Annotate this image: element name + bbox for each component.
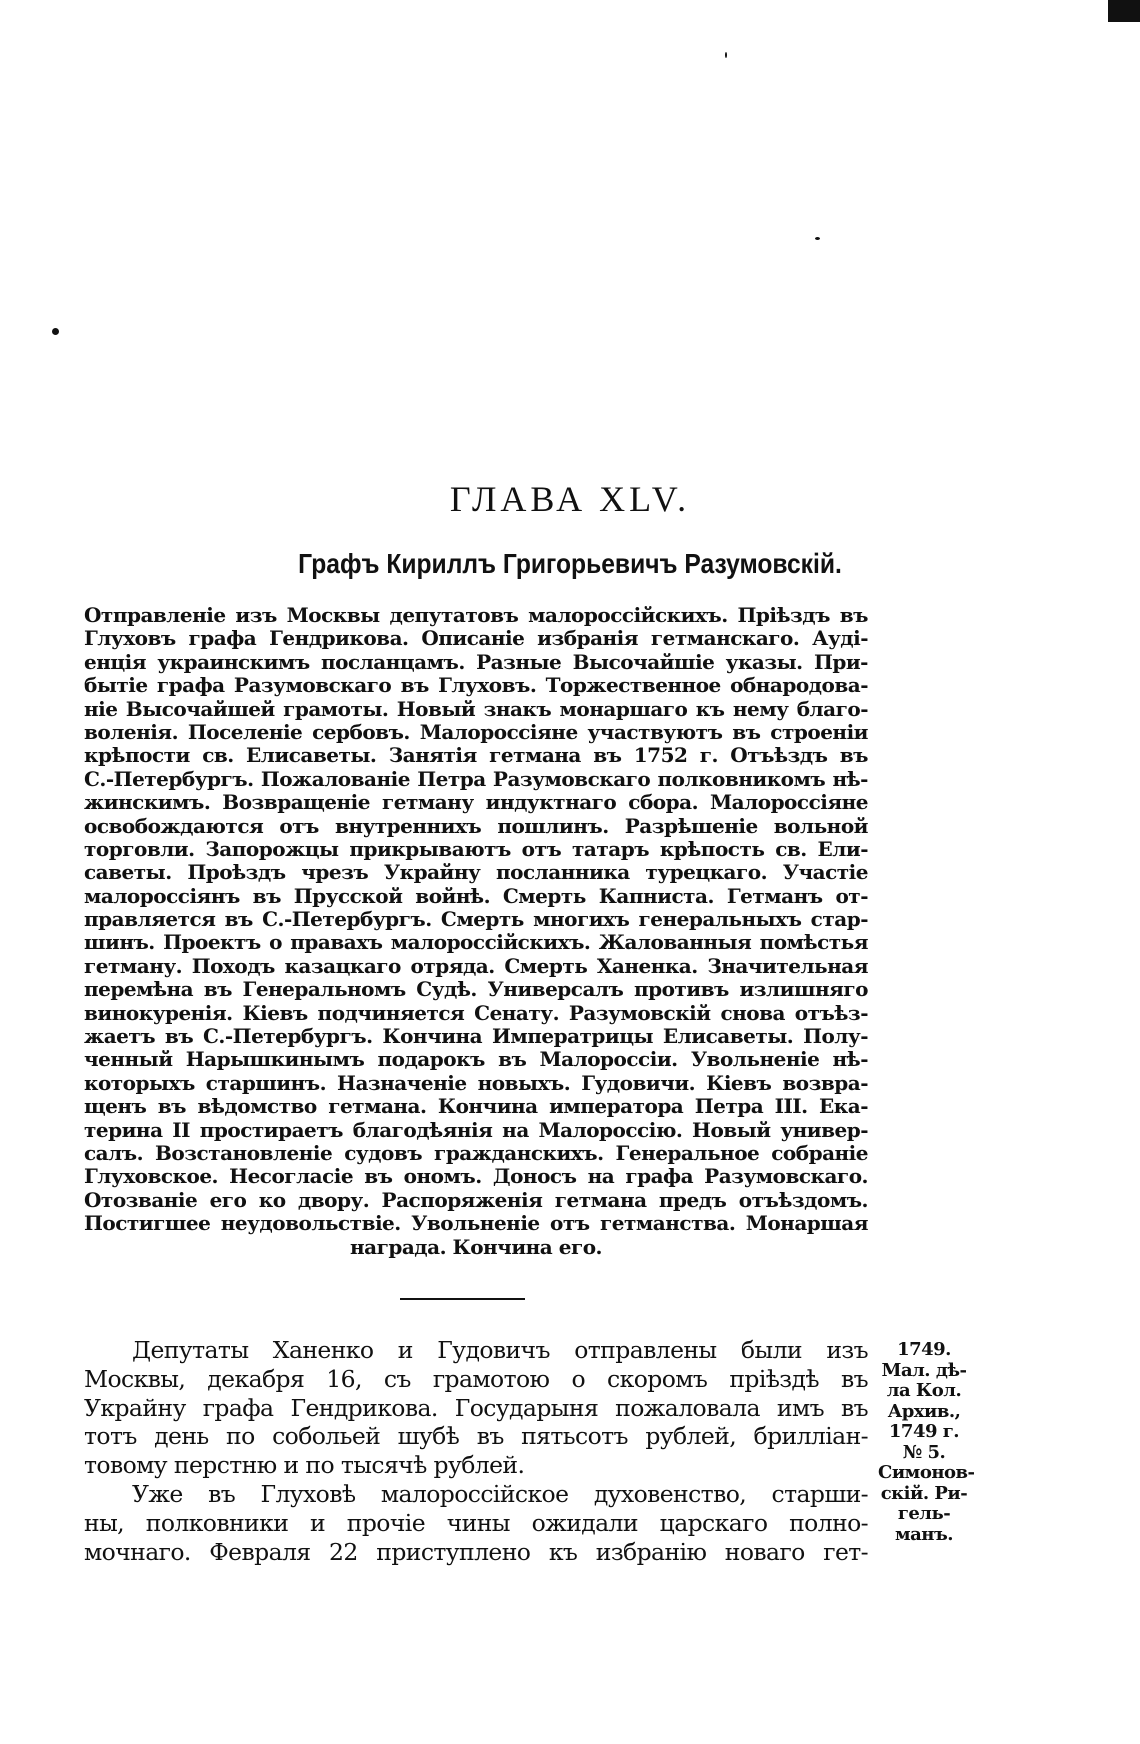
chapter-title: Графъ Кириллъ Григорьевичъ Разумовскій. bbox=[298, 548, 842, 579]
scan-speck bbox=[52, 328, 59, 335]
body-line: Уже въ Глуховѣ малороссійское духовенство, старши- bbox=[132, 1479, 868, 1508]
margin-note-line: скій. Ри- bbox=[880, 1482, 968, 1504]
summary-line: освобождаются отъ внутреннихъ пошлинъ. Разрѣшеніе вольной bbox=[84, 813, 868, 838]
margin-note-line: Архив., bbox=[887, 1400, 961, 1422]
margin-note-line: манъ. bbox=[894, 1523, 954, 1545]
margin-notes bbox=[878, 1339, 975, 1545]
summary-line: винокуренія. Кіевъ подчиняется Сенату. Разумовскій снова отъѣз- bbox=[84, 1000, 868, 1025]
chapter-summary bbox=[84, 604, 868, 1259]
summary-line: енція украинскимъ посланцамъ. Разные Высочайшіе указы. При- bbox=[84, 649, 868, 674]
body-line: ны, полковники и прочіе чины ожидали царскаго полно- bbox=[84, 1508, 868, 1537]
summary-line: перемѣна въ Генеральномъ Судѣ. Универсалъ противъ излишняго bbox=[84, 977, 868, 1002]
chapter-heading: ГЛАВА XLV. bbox=[449, 479, 691, 519]
summary-line: жинскимъ. Возвращеніе гетману индуктнаго сбора. Малороссіяне bbox=[84, 790, 868, 815]
summary-line: Глуховское. Несогласіе въ ономъ. Доносъ на графа Разумовскаго. bbox=[84, 1164, 868, 1189]
summary-line: Отправленіе изъ Москвы депутатовъ малороссійскихъ. Пріѣздъ въ bbox=[84, 603, 868, 627]
summary-line: крѣпости св. Елисаветы. Занятія гетмана въ 1752 г. Отъѣздъ въ bbox=[84, 743, 868, 768]
body-line: товому перстню и по тысячѣ рублей. bbox=[84, 1451, 525, 1480]
summary-line: которыхъ старшинъ. Назначеніе новыхъ. Гудовичи. Кіевъ возвра- bbox=[84, 1070, 868, 1095]
summary-line: салъ. Возстановленіе судовъ гражданскихъ. Генеральное собраніе bbox=[84, 1140, 868, 1165]
summary-line: ніе Высочайшей грамоты. Новый знакъ монаршаго къ нему благо- bbox=[84, 696, 868, 721]
section-divider bbox=[400, 1298, 525, 1300]
body-line: Москвы, декабря 16, съ грамотою о скоромъ пріѣздѣ въ bbox=[84, 1364, 868, 1393]
margin-note-line: гель- bbox=[897, 1503, 951, 1524]
summary-line: жаетъ въ С.-Петербургъ. Кончина Императрицы Елисаветы. Полу- bbox=[84, 1024, 868, 1049]
margin-note-line: № 5. bbox=[902, 1441, 946, 1463]
margin-note-line: ла Кол. bbox=[886, 1380, 962, 1401]
margin-note-line: Мал. дѣ- bbox=[881, 1359, 967, 1381]
scan-corner-mark bbox=[1108, 0, 1140, 22]
summary-line: Отозваніе его ко двору. Распоряженія гетмана предъ отъѣздомъ. bbox=[84, 1187, 868, 1212]
body-line: Депутаты Ханенко и Гудовичъ отправлены были изъ bbox=[132, 1336, 868, 1364]
summary-line: гетману. Походъ казацкаго отряда. Смерть Ханенка. Значительная bbox=[84, 953, 868, 978]
body-line: Украйну графа Гендрикова. Государыня пожаловала имъ въ bbox=[84, 1393, 868, 1422]
summary-line: С.-Петербургъ. Пожалованіе Петра Разумовскаго полковникомъ нѣ- bbox=[84, 766, 868, 791]
scan-speck bbox=[815, 237, 820, 240]
body-line: тотъ день по собольей шубѣ въ пятьсотъ рублей, брилліан- bbox=[84, 1422, 868, 1451]
summary-line: ченный Нарышкинымъ подарокъ въ Малороссіи. Увольненіе нѣ- bbox=[84, 1047, 868, 1072]
body-line: мочнаго. Февраля 22 приступлено къ избранію новаго гет- bbox=[84, 1537, 868, 1566]
summary-line: торговли. Запорожцы прикрываютъ отъ татаръ крѣпость св. Ели- bbox=[84, 836, 868, 861]
margin-note-line: 1749 г. bbox=[888, 1421, 960, 1442]
summary-line: Постигшее неудовольствіе. Увольненіе отъ гетманства. Монаршая bbox=[84, 1211, 868, 1236]
summary-line: саветы. Проѣздъ чрезъ Украйну посланника турецкаго. Участіе bbox=[84, 860, 868, 885]
summary-line: шинъ. Проектъ о правахъ малороссійскихъ. Жалованныя помѣстья bbox=[84, 930, 868, 955]
margin-note-line: 1749. bbox=[897, 1339, 951, 1360]
summary-line: Глуховъ графа Гендрикова. Описаніе избранія гетманскаго. Ауді- bbox=[84, 626, 868, 651]
summary-line: воленія. Поселеніе сербовъ. Малороссіяне участвуютъ въ строеніи bbox=[84, 719, 868, 744]
scan-speck bbox=[725, 52, 727, 58]
summary-line: награда. Кончина его. bbox=[350, 1234, 602, 1259]
summary-line: терина II простираетъ благодѣянія на Малороссію. Новый универ- bbox=[84, 1117, 868, 1142]
summary-line: щенъ въ вѣдомство гетмана. Кончина императора Петра III. Ека- bbox=[84, 1094, 868, 1119]
summary-line: малороссіянъ въ Прусской войнѣ. Смерть Капниста. Гетманъ от- bbox=[84, 883, 868, 908]
body-text bbox=[84, 1336, 868, 1566]
summary-line: правляется въ С.-Петербургъ. Смерть многихъ генеральныхъ стар- bbox=[84, 907, 868, 932]
margin-note-line: Симонов- bbox=[878, 1462, 975, 1483]
summary-line: бытіе графа Разумовскаго въ Глуховъ. Торжественное обнародова- bbox=[84, 673, 868, 698]
